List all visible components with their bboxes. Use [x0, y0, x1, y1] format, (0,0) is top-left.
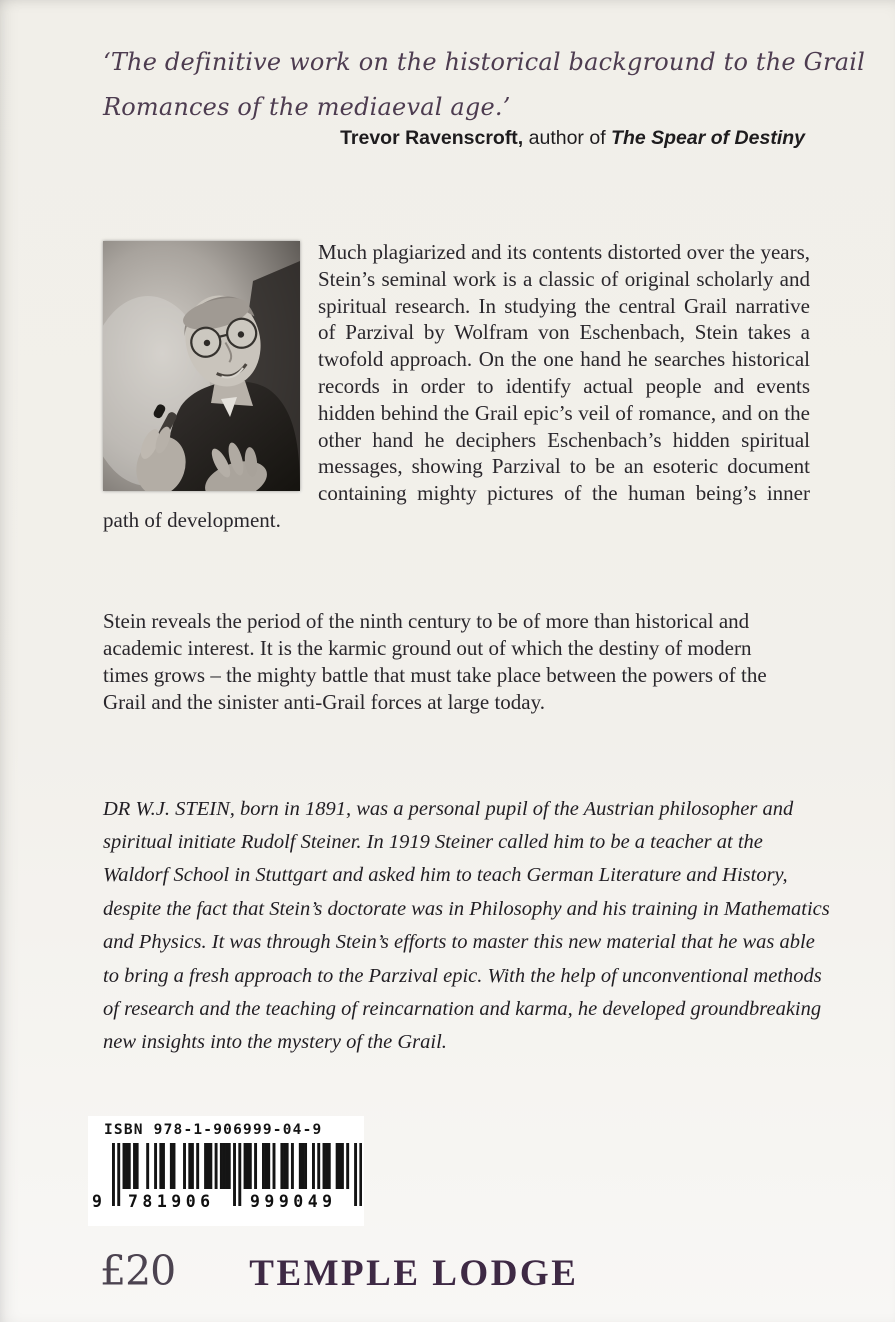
author-photo-illustration [103, 241, 300, 491]
isbn-number-label: ISBN 978-1-906999-04-9 [104, 1122, 323, 1138]
barcode-digits-group2: 999049 [250, 1192, 337, 1211]
barcode-digit-left: 9 [92, 1192, 107, 1211]
review-quote-line1: ‘The definitive work on the historical background to the Grail [103, 48, 865, 76]
blurb-paragraph-1: Much plagiarized and its contents distorted over the years, Stein’s seminal work is a classic of original scholarly and spiritual research. In studying the central Grail narrative of Parzival by Wolfram von Eschenbach, Stein takes a twofold approach. On the one hand he searches historical records in order to identify actual people and events hidden behind the Grail epic’s veil of romance, and on the other hand he deciphers Eschenbach’s hidden spiritual messages, showing Parzival to be an esoteric document containing mighty pictures of the human being’s inner path of development. [103, 240, 810, 532]
barcode-digits-group1: 781906 [128, 1192, 215, 1211]
review-quote-line2: Romances of the mediaeval age.’ [103, 93, 511, 121]
author-photo [103, 241, 300, 491]
footer [100, 1247, 578, 1295]
blurb-paragraph-2: Stein reveals the period of the ninth century to be of more than historical and academic interest. It is the karmic ground out of which the destiny of modern times grows – the mighty battle that must take place between the powers of the Grail and the sinister anti-Grail forces at large today. [103, 609, 767, 714]
reviewer-name: Trevor Ravenscroft, [340, 127, 524, 149]
price-label: £20 [100, 1247, 176, 1295]
review-quote [103, 40, 863, 130]
isbn-barcode [88, 1116, 364, 1226]
author-biography: DR W.J. STEIN, born in 1891, was a personal pupil of the Austrian philosopher and spiritual initiate Rudolf Steiner. In 1919 Steiner called him to be a teacher at the Waldorf School in Stuttgart and asked him to teach German Literature and History, despite the fact that Stein’s doctorate was in Philosophy and his training in Mathematics and Physics. It was through Stein’s efforts to master this new material that he was able to bring a fresh approach to the Parzival epic. With the help of unconventional methods of research and the teaching of reincarnation and karma, he developed groundbreaking new insights into the mystery of the Grail. [103, 797, 830, 1054]
attribution-connector: author of [523, 127, 612, 149]
publisher-name: TEMPLE LODGE [249, 1253, 579, 1294]
main-blurb [103, 239, 810, 534]
quote-attribution [340, 127, 805, 150]
reviewer-book-title: The Spear of Destiny [611, 127, 805, 149]
